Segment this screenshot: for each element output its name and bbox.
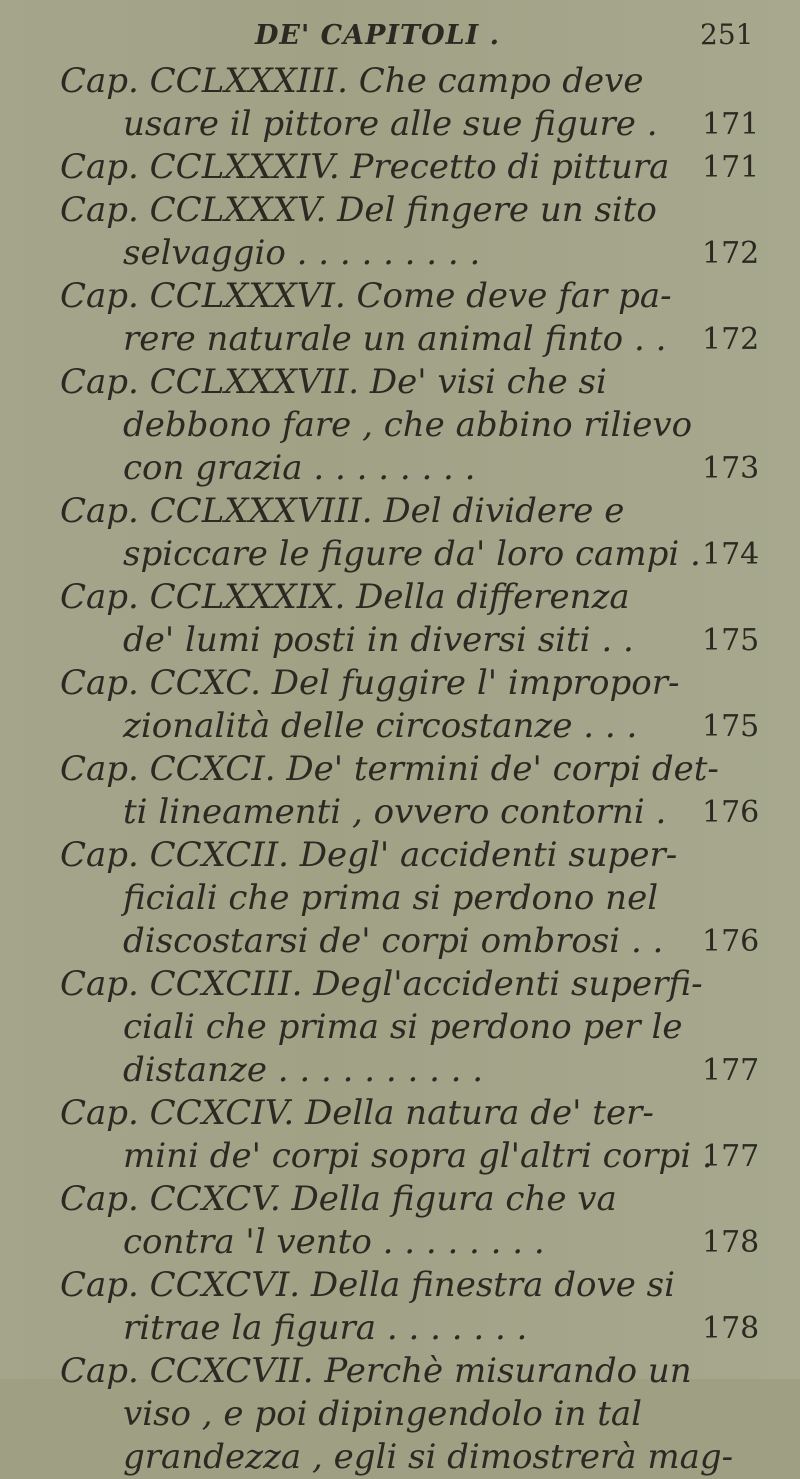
toc-line-text: Cap. CCXCVI. Della finestra dove si <box>60 1265 675 1305</box>
toc-line <box>0 1135 800 1178</box>
toc-line-text: Cap. CCLXXXIII. Che campo deve <box>60 61 644 101</box>
toc-line-text: grandezza , egli si dimostrerà mag- <box>123 1437 734 1477</box>
toc-line <box>0 877 800 920</box>
toc-line-text: spiccare le figure da' loro campi . <box>123 534 701 574</box>
toc-line-text: ti lineamenti , ovvero contorni . <box>123 792 667 832</box>
toc-line <box>0 533 800 576</box>
toc-line-page: 172 <box>702 322 760 357</box>
toc-line-text: ficiali che prima si perdono nel <box>123 878 659 918</box>
toc-line-text: Cap. CCLXXXVII. De' visi che si <box>60 362 607 402</box>
toc-line-page: 171 <box>702 107 760 142</box>
toc-line-page: 171 <box>702 150 760 185</box>
toc-line <box>0 705 800 748</box>
toc-line-text: de' lumi posti in diversi siti . . <box>123 620 634 660</box>
toc-line-text: Cap. CCLXXXVI. Come deve far pa- <box>60 276 672 316</box>
toc-line <box>0 1092 800 1135</box>
toc-line <box>0 103 800 146</box>
toc-line-text: Cap. CCXCV. Della figura che va <box>60 1179 617 1219</box>
toc-line-page: 176 <box>702 795 760 830</box>
toc-line <box>0 791 800 834</box>
toc-line <box>0 1350 800 1393</box>
toc-line-page: 172 <box>702 236 760 271</box>
toc-line-text: usare il pittore alle sue figure . <box>123 104 658 144</box>
toc-line-page: 177 <box>702 1053 760 1088</box>
toc-line-text: con grazia . . . . . . . . <box>123 448 476 488</box>
running-head <box>0 0 800 60</box>
toc-line <box>0 834 800 877</box>
toc-line-page: 178 <box>702 1225 760 1260</box>
toc-line-text: ciali che prima si perdono per le <box>123 1007 683 1047</box>
toc-line-text: Cap. CCXCI. De' termini de' corpi det- <box>60 749 719 789</box>
toc-line-text: Cap. CCXC. Del fuggire l' impropor- <box>60 663 680 703</box>
toc-line <box>0 404 800 447</box>
toc-line-text: zionalità delle circostanze . . . <box>123 706 638 746</box>
toc-line-text: contra 'l vento . . . . . . . . <box>123 1222 545 1262</box>
toc-line <box>0 748 800 791</box>
toc-line <box>0 920 800 963</box>
toc-line <box>0 189 800 232</box>
toc-line <box>0 232 800 275</box>
toc-line-text: debbono fare , che abbino rilievo <box>123 405 693 445</box>
toc-line-text: Cap. CCXCII. Degl' accidenti super- <box>60 835 678 875</box>
toc-line <box>0 1264 800 1307</box>
toc-line-text: mini de' corpi sopra gl'altri corpi . <box>123 1136 713 1176</box>
toc-line-text: Cap. CCXCVII. Perchè misurando un <box>60 1351 692 1391</box>
toc-line <box>0 1221 800 1264</box>
toc-line <box>0 275 800 318</box>
toc-line <box>0 619 800 662</box>
toc-line <box>0 1307 800 1350</box>
page-number: 251 <box>700 18 754 51</box>
toc-line-page: 178 <box>702 1311 760 1346</box>
toc-line <box>0 361 800 404</box>
toc-line <box>0 1178 800 1221</box>
toc-line-text: Cap. CCLXXXV. Del fingere un sito <box>60 190 657 230</box>
running-head-title: DE' CAPITOLI . <box>255 20 501 51</box>
toc-line <box>0 963 800 1006</box>
toc-line <box>0 146 800 189</box>
toc-line-text: ritrae la figura . . . . . . . <box>123 1308 528 1348</box>
toc-line-text: rere naturale un animal finto . . <box>123 319 667 359</box>
toc-line-page: 177 <box>702 1139 760 1174</box>
toc-line-text: discostarsi de' corpi ombrosi . . <box>123 921 664 961</box>
toc-line <box>0 1393 800 1436</box>
toc-line <box>0 490 800 533</box>
toc-line-text: Cap. CCLXXXIX. Della differenza <box>60 577 630 617</box>
toc-line-text: Cap. CCLXXXVIII. Del dividere e <box>60 491 625 531</box>
toc-line-text: viso , e poi dipingendolo in tal <box>123 1394 642 1434</box>
toc-line-page: 173 <box>702 451 760 486</box>
toc-line-text: distanze . . . . . . . . . . <box>123 1050 484 1090</box>
toc-line-page: 176 <box>702 924 760 959</box>
toc-line <box>0 60 800 103</box>
toc-line-text: Cap. CCXCIV. Della natura de' ter- <box>60 1093 654 1133</box>
toc-line-page: 175 <box>702 709 760 744</box>
toc-line-text: Cap. CCXCIII. Degl'accidenti superfi- <box>60 964 703 1004</box>
toc-line <box>0 1049 800 1092</box>
toc-line <box>0 447 800 490</box>
toc-line <box>0 1006 800 1049</box>
toc-line-page: 175 <box>702 623 760 658</box>
toc-line <box>0 662 800 705</box>
toc-line <box>0 318 800 361</box>
table-of-contents <box>0 60 800 1479</box>
toc-line <box>0 576 800 619</box>
toc-line-page: 174 <box>702 537 760 572</box>
toc-line-text: Cap. CCLXXXIV. Precetto di pittura <box>60 147 670 187</box>
toc-line-text: selvaggio . . . . . . . . . <box>123 233 481 273</box>
toc-line <box>0 1436 800 1479</box>
